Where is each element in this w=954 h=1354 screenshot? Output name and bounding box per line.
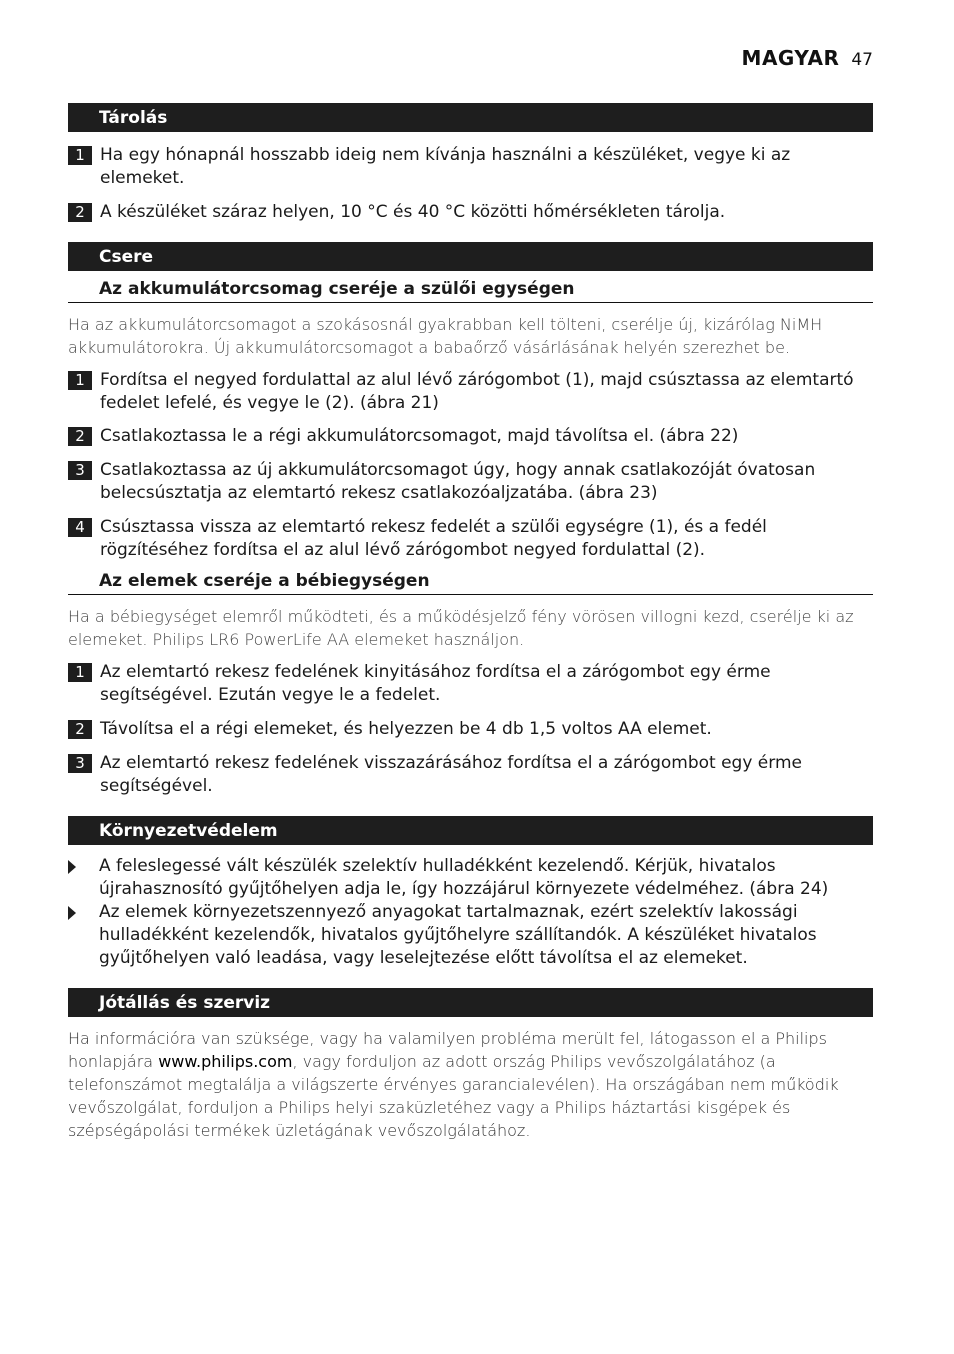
warranty-text-after: , vagy forduljon az adott ország Philips vevőszolgálatához (a telefonszámot megtalálja a világszerte érvényes garancialevélen). Ha országában nem működik vevőszolgálat, forduljon a Philips helyi szaküzletéhez vagy a Philips háztartási kisgépek és szépségápolási termékek üzletágának vevőszolgálatához.	[68, 1052, 839, 1140]
step-number: 2	[68, 203, 92, 222]
step-text: Csúsztassa vissza az elemtartó rekesz fedelét a szülői egységre (1), és a fedél rögzítéséhez fordítsa el az alul lévő zárógombot negyed fordulattal (2).	[100, 517, 767, 560]
step-text: Fordítsa el negyed fordulattal az alul lévő zárógombot (1), majd csúsztassa az elemtartó fedelet lefelé, és vegye le (2). (ábra 21)	[100, 370, 854, 413]
language-label: MAGYAR	[741, 46, 840, 70]
environment-bullet-1	[68, 855, 873, 901]
warranty-text-before: Ha információra van szüksége, vagy ha valamilyen probléma merült fel, látogasson el a Philips honlapjára	[68, 1029, 827, 1071]
page-content	[68, 103, 873, 1142]
baby-step-3	[68, 752, 873, 798]
section-environment-heading: Környezetvédelem	[68, 816, 873, 845]
step-number: 4	[68, 518, 92, 537]
bullet-triangle-icon	[68, 906, 76, 920]
bullet-triangle-icon	[68, 860, 76, 874]
step-text: Az elemtartó rekesz fedelének visszazárásához fordítsa el a zárógombot egy érme segítségével.	[100, 753, 802, 796]
parent-step-4	[68, 516, 873, 562]
section-replacement-heading: Csere	[68, 242, 873, 271]
environment-bullet-2	[68, 901, 873, 970]
step-number: 2	[68, 720, 92, 739]
parent-step-3	[68, 459, 873, 505]
warranty-text	[68, 1027, 873, 1142]
step-text: Az elemtartó rekesz fedelének kinyitásához fordítsa el a zárógombot egy érme segítségével. Ezután vegye le a fedelet.	[100, 662, 771, 705]
step-text: Távolítsa el a régi elemeket, és helyezzen be 4 db 1,5 voltos AA elemet.	[100, 719, 712, 739]
section-storage-heading: Tárolás	[68, 103, 873, 132]
parent-step-1	[68, 369, 873, 415]
baby-step-1	[68, 661, 873, 707]
step-number: 3	[68, 754, 92, 773]
step-number: 1	[68, 371, 92, 390]
step-number: 1	[68, 663, 92, 682]
step-text: Csatlakoztassa az új akkumulátorcsomagot úgy, hogy annak csatlakozóját óvatosan belecsúsztatja az elemtartó rekesz csatlakozóaljzatába. (ábra 23)	[100, 460, 816, 503]
bullet-text: Az elemek környezetszennyező anyagokat tartalmaznak, ezért szelektív lakossági hulladékként kezelendők, hivatalos gyűjtőhelyre szállítandók. A készüléket hivatalos gyűjtőhelyen való leadása, vagy leselejtezése előtt távolítsa el az elemeket.	[99, 902, 817, 968]
step-number: 1	[68, 146, 92, 165]
baby-unit-intro: Ha a bébiegységet elemről működteti, és a működésjelző fény vörösen villogni kezd, cserélje ki az elemeket. Philips LR6 PowerLife AA elemeket használjon.	[68, 607, 854, 649]
step-text: Csatlakoztassa le a régi akkumulátorcsomagot, majd távolítsa el. (ábra 22)	[100, 426, 739, 446]
baby-step-2	[68, 718, 873, 741]
bullet-text: A feleslegessé vált készülék szelektív hulladékként kezelendő. Kérjük, hivatalos újrahasznosító gyűjtőhelyen adja le, így hozzájárul környezete védelméhez. (ábra 24)	[99, 856, 829, 899]
storage-step-2	[68, 201, 873, 224]
step-text: Ha egy hónapnál hosszabb ideig nem kívánja használni a készüléket, vegye ki az elemeket.	[100, 145, 791, 188]
step-number: 3	[68, 461, 92, 480]
philips-website-link[interactable]: www.philips.com	[158, 1052, 293, 1071]
subsection-parent-unit-heading: Az akkumulátorcsomag cseréje a szülői egységen	[68, 279, 873, 303]
parent-unit-intro: Ha az akkumulátorcsomagot a szokásosnál gyakrabban kell tölteni, cserélje új, kizárólag NiMH akkumulátorokra. Új akkumulátorcsomagot a babaőrző vásárlásának helyén szerezhet be.	[68, 315, 823, 357]
page-header	[742, 46, 873, 70]
step-number: 2	[68, 427, 92, 446]
section-warranty-heading: Jótállás és szerviz	[68, 988, 873, 1017]
storage-step-1	[68, 144, 873, 190]
subsection-baby-unit-heading: Az elemek cseréje a bébiegységen	[68, 571, 873, 595]
parent-step-2	[68, 425, 873, 448]
step-text: A készüléket száraz helyen, 10 °C és 40 °C közötti hőmérsékleten tárolja.	[100, 202, 726, 222]
page-number: 47	[851, 50, 873, 70]
